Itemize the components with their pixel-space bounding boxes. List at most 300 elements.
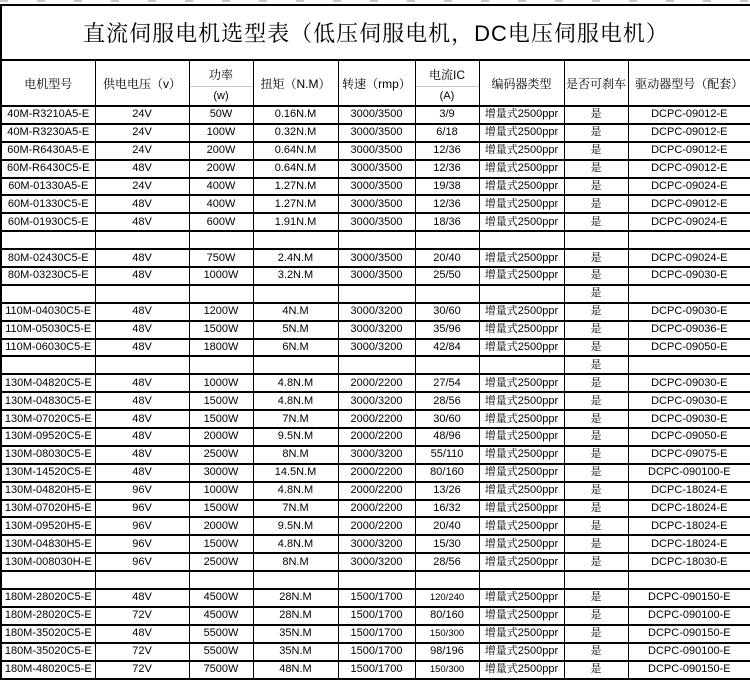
- column-header-unit: (A): [416, 86, 479, 103]
- cell-current: 6/18: [415, 124, 479, 142]
- cell-encoder: 增量式2500ppr: [479, 410, 564, 428]
- cell-brake: 是: [564, 428, 628, 446]
- cell-model: 130M-04820C5-E: [1, 374, 95, 392]
- cell-current: 80/160: [415, 607, 479, 625]
- cell-power: 7500W: [189, 661, 253, 679]
- cell-model: 130M-04830C5-E: [1, 392, 95, 410]
- cell-brake: 是: [564, 195, 628, 213]
- cell-voltage: 96V: [95, 517, 189, 535]
- cell-speed: 1500/1700: [338, 661, 415, 679]
- column-header-label: 电机型号: [24, 76, 73, 91]
- cell-driver: DCPC-09030-E: [628, 303, 750, 321]
- cell-voltage: 48V: [95, 321, 189, 339]
- cell-brake: 是: [564, 625, 628, 643]
- table-row: [1, 106, 750, 124]
- cell-current: 12/36: [415, 160, 479, 178]
- cell-torque: 28N.M: [253, 607, 338, 625]
- table-row: [1, 517, 750, 535]
- cell-encoder: 增量式2500ppr: [479, 249, 564, 267]
- cell-brake: 是: [564, 589, 628, 607]
- cell-power: 2500W: [189, 553, 253, 571]
- cell-power: [189, 571, 253, 589]
- header-row: [1, 60, 750, 106]
- cell-brake: 是: [564, 142, 628, 160]
- cell-driver: DCPC-18030-E: [628, 553, 750, 571]
- column-header-torque: [253, 60, 338, 106]
- cell-voltage: 96V: [95, 535, 189, 553]
- cell-voltage: 24V: [95, 106, 189, 124]
- cell-model: 180M-35020C5-E: [1, 643, 95, 661]
- cell-driver: [628, 285, 750, 303]
- cell-brake: 是: [564, 303, 628, 321]
- cell-current: 28/56: [415, 392, 479, 410]
- cell-brake: 是: [564, 446, 628, 464]
- cell-power: 5500W: [189, 643, 253, 661]
- cell-speed: 3000/3200: [338, 446, 415, 464]
- cell-model: 180M-28020C5-E: [1, 589, 95, 607]
- column-header-power: [189, 60, 253, 106]
- cell-brake: 是: [564, 339, 628, 357]
- cell-voltage: 96V: [95, 553, 189, 571]
- table-row: [1, 303, 750, 321]
- cell-speed: 3000/3500: [338, 213, 415, 231]
- cell-brake: 是: [564, 213, 628, 231]
- cell-torque: 0.64N.M: [253, 142, 338, 160]
- column-header-label: 驱动器型号（配套）: [635, 76, 744, 91]
- cell-speed: 3000/3500: [338, 124, 415, 142]
- cell-brake: 是: [564, 535, 628, 553]
- column-header-label: 转速（rmp）: [342, 76, 411, 91]
- cell-current: 35/96: [415, 321, 479, 339]
- cell-speed: [338, 285, 415, 303]
- cell-brake: 是: [564, 500, 628, 518]
- table-row: [1, 249, 750, 267]
- cell-torque: [253, 231, 338, 249]
- cell-driver: DCPC-09050-E: [628, 428, 750, 446]
- table-row: [1, 285, 750, 303]
- cell-current: 15/30: [415, 535, 479, 553]
- cell-model: 180M-35020C5-E: [1, 625, 95, 643]
- cell-encoder: 增量式2500ppr: [479, 267, 564, 285]
- column-header-label: 功率: [208, 67, 233, 82]
- cell-model: 130M-07020C5-E: [1, 410, 95, 428]
- cell-voltage: 48V: [95, 410, 189, 428]
- cell-power: 5500W: [189, 625, 253, 643]
- cell-power: 1500W: [189, 535, 253, 553]
- cell-current: 150/300: [415, 661, 479, 679]
- cell-power: 1000W: [189, 374, 253, 392]
- cell-speed: 2000/2200: [338, 410, 415, 428]
- cell-power: 1000W: [189, 267, 253, 285]
- cell-speed: [338, 356, 415, 374]
- cell-torque: 3.2N.M: [253, 267, 338, 285]
- cell-driver: DCPC-09030-E: [628, 392, 750, 410]
- cell-current: 20/40: [415, 517, 479, 535]
- cell-encoder: 增量式2500ppr: [479, 142, 564, 160]
- table-row: [1, 356, 750, 374]
- cell-power: 1500W: [189, 321, 253, 339]
- cell-current: 18/36: [415, 213, 479, 231]
- cell-current: 28/56: [415, 553, 479, 571]
- table-row: [1, 571, 750, 589]
- cell-voltage: 48V: [95, 160, 189, 178]
- cell-brake: 是: [564, 643, 628, 661]
- cell-torque: 0.32N.M: [253, 124, 338, 142]
- cell-torque: 5N.M: [253, 321, 338, 339]
- cell-voltage: 48V: [95, 195, 189, 213]
- cell-power: 1000W: [189, 482, 253, 500]
- table-row: [1, 410, 750, 428]
- cell-driver: [628, 231, 750, 249]
- screenshot-edge-artifact: [0, 0, 750, 2]
- cell-encoder: 增量式2500ppr: [479, 517, 564, 535]
- cell-torque: 2.4N.M: [253, 249, 338, 267]
- cell-speed: 3000/3500: [338, 160, 415, 178]
- cell-speed: [338, 571, 415, 589]
- cell-encoder: 增量式2500ppr: [479, 661, 564, 679]
- table-row: [1, 500, 750, 518]
- cell-model: 60M-01930C5-E: [1, 213, 95, 231]
- cell-current: 20/40: [415, 249, 479, 267]
- cell-current: [415, 285, 479, 303]
- column-header-brake: [564, 60, 628, 106]
- table-row: [1, 195, 750, 213]
- cell-encoder: [479, 356, 564, 374]
- cell-current: 3/9: [415, 106, 479, 124]
- cell-power: 750W: [189, 249, 253, 267]
- cell-current: 55/110: [415, 446, 479, 464]
- cell-power: [189, 231, 253, 249]
- cell-speed: 3000/3500: [338, 142, 415, 160]
- cell-driver: DCPC-090100-E: [628, 464, 750, 482]
- cell-torque: 6N.M: [253, 339, 338, 357]
- cell-driver: DCPC-090150-E: [628, 589, 750, 607]
- cell-encoder: [479, 285, 564, 303]
- cell-current: 13/26: [415, 482, 479, 500]
- cell-encoder: [479, 571, 564, 589]
- cell-brake: 是: [564, 267, 628, 285]
- cell-voltage: [95, 285, 189, 303]
- cell-brake: 是: [564, 410, 628, 428]
- cell-current: 80/160: [415, 464, 479, 482]
- page-title: 直流伺服电机选型表（低压伺服电机，DC电压伺服电机）: [1, 5, 750, 60]
- cell-torque: 35N.M: [253, 643, 338, 661]
- cell-speed: 3000/3200: [338, 392, 415, 410]
- table-row: [1, 446, 750, 464]
- cell-encoder: 增量式2500ppr: [479, 589, 564, 607]
- cell-torque: 48N.M: [253, 661, 338, 679]
- cell-encoder: 增量式2500ppr: [479, 482, 564, 500]
- cell-brake: 是: [564, 607, 628, 625]
- table-row: [1, 124, 750, 142]
- cell-brake: 是: [564, 160, 628, 178]
- table-row: [1, 160, 750, 178]
- cell-model: 130M-008030H-E: [1, 553, 95, 571]
- cell-power: 2000W: [189, 428, 253, 446]
- cell-driver: DCPC-09012-E: [628, 195, 750, 213]
- cell-power: 3000W: [189, 464, 253, 482]
- table-row: [1, 661, 750, 679]
- cell-torque: 9.5N.M: [253, 517, 338, 535]
- column-header-label: 编码器类型: [491, 76, 552, 91]
- column-header-speed: [338, 60, 415, 106]
- table-row: [1, 535, 750, 553]
- cell-driver: DCPC-09030-E: [628, 267, 750, 285]
- cell-current: 12/36: [415, 142, 479, 160]
- table-row: [1, 339, 750, 357]
- cell-power: 2500W: [189, 446, 253, 464]
- cell-model: 80M-02430C5-E: [1, 249, 95, 267]
- cell-power: 1200W: [189, 303, 253, 321]
- cell-current: 150/300: [415, 625, 479, 643]
- column-header-label: 是否可刹车: [565, 76, 626, 91]
- cell-speed: 3000/3200: [338, 321, 415, 339]
- cell-encoder: 增量式2500ppr: [479, 124, 564, 142]
- table-row: [1, 213, 750, 231]
- cell-speed: 2000/2200: [338, 428, 415, 446]
- cell-speed: [338, 231, 415, 249]
- cell-voltage: 24V: [95, 178, 189, 196]
- cell-voltage: 48V: [95, 303, 189, 321]
- cell-power: 100W: [189, 124, 253, 142]
- cell-speed: 2000/2200: [338, 517, 415, 535]
- cell-current: 98/196: [415, 643, 479, 661]
- cell-current: [415, 356, 479, 374]
- column-header-driver: [628, 60, 750, 106]
- cell-speed: 3000/3500: [338, 267, 415, 285]
- cell-torque: 8N.M: [253, 446, 338, 464]
- cell-driver: [628, 571, 750, 589]
- cell-driver: [628, 356, 750, 374]
- cell-speed: 3000/3500: [338, 178, 415, 196]
- cell-torque: 9.5N.M: [253, 428, 338, 446]
- cell-encoder: 增量式2500ppr: [479, 446, 564, 464]
- column-header-label: 扭矩（N.M）: [260, 76, 331, 91]
- cell-encoder: 增量式2500ppr: [479, 428, 564, 446]
- cell-torque: [253, 285, 338, 303]
- cell-driver: DCPC-09024-E: [628, 213, 750, 231]
- cell-torque: 0.64N.M: [253, 160, 338, 178]
- cell-power: 1500W: [189, 410, 253, 428]
- cell-speed: 1500/1700: [338, 607, 415, 625]
- cell-driver: DCPC-090100-E: [628, 607, 750, 625]
- column-header-voltage: [95, 60, 189, 106]
- cell-brake: 是: [564, 661, 628, 679]
- cell-voltage: 48V: [95, 249, 189, 267]
- cell-torque: 28N.M: [253, 589, 338, 607]
- table-body: [1, 106, 750, 679]
- cell-model: 110M-04030C5-E: [1, 303, 95, 321]
- cell-model: 60M-R6430A5-E: [1, 142, 95, 160]
- cell-power: 4500W: [189, 607, 253, 625]
- cell-encoder: 增量式2500ppr: [479, 339, 564, 357]
- cell-current: 30/60: [415, 303, 479, 321]
- cell-brake: 是: [564, 392, 628, 410]
- cell-voltage: 72V: [95, 661, 189, 679]
- table-row: [1, 374, 750, 392]
- cell-model: 130M-09520H5-E: [1, 517, 95, 535]
- cell-brake: 是: [564, 374, 628, 392]
- table-row: [1, 482, 750, 500]
- cell-power: 200W: [189, 160, 253, 178]
- cell-current: 16/32: [415, 500, 479, 518]
- cell-voltage: 24V: [95, 124, 189, 142]
- cell-torque: 1.91N.M: [253, 213, 338, 231]
- cell-torque: 14.5N.M: [253, 464, 338, 482]
- column-header-model: [1, 60, 95, 106]
- cell-encoder: 增量式2500ppr: [479, 392, 564, 410]
- column-header-encoder: [479, 60, 564, 106]
- cell-current: 12/36: [415, 195, 479, 213]
- cell-speed: 3000/3200: [338, 553, 415, 571]
- cell-current: 120/240: [415, 589, 479, 607]
- cell-model: 180M-48020C5-E: [1, 661, 95, 679]
- cell-brake: 是: [564, 124, 628, 142]
- cell-speed: 3000/3500: [338, 106, 415, 124]
- cell-power: 50W: [189, 106, 253, 124]
- table-row: [1, 178, 750, 196]
- table-row: [1, 607, 750, 625]
- cell-power: [189, 285, 253, 303]
- cell-driver: DCPC-09012-E: [628, 160, 750, 178]
- cell-encoder: 增量式2500ppr: [479, 321, 564, 339]
- cell-speed: 3000/3200: [338, 303, 415, 321]
- cell-driver: DCPC-090150-E: [628, 661, 750, 679]
- cell-voltage: 48V: [95, 464, 189, 482]
- cell-voltage: 72V: [95, 607, 189, 625]
- table-row: [1, 392, 750, 410]
- cell-speed: 3000/3200: [338, 339, 415, 357]
- cell-power: 400W: [189, 178, 253, 196]
- cell-encoder: 增量式2500ppr: [479, 195, 564, 213]
- cell-brake: 是: [564, 106, 628, 124]
- cell-speed: 2000/2200: [338, 482, 415, 500]
- cell-driver: DCPC-09024-E: [628, 178, 750, 196]
- cell-encoder: 增量式2500ppr: [479, 643, 564, 661]
- cell-model: [1, 571, 95, 589]
- cell-driver: DCPC-09012-E: [628, 124, 750, 142]
- cell-power: 400W: [189, 195, 253, 213]
- cell-brake: [564, 231, 628, 249]
- cell-encoder: 增量式2500ppr: [479, 213, 564, 231]
- cell-driver: DCPC-09036-E: [628, 321, 750, 339]
- cell-torque: 4N.M: [253, 303, 338, 321]
- cell-driver: DCPC-18024-E: [628, 482, 750, 500]
- cell-driver: DCPC-09050-E: [628, 339, 750, 357]
- cell-encoder: 增量式2500ppr: [479, 374, 564, 392]
- column-header-current: [415, 60, 479, 106]
- cell-model: 130M-14520C5-E: [1, 464, 95, 482]
- cell-voltage: 96V: [95, 500, 189, 518]
- cell-model: 60M-R6430C5-E: [1, 160, 95, 178]
- cell-speed: 2000/2200: [338, 374, 415, 392]
- cell-current: 42/84: [415, 339, 479, 357]
- cell-power: 4500W: [189, 589, 253, 607]
- title-row: [1, 5, 750, 60]
- cell-voltage: 48V: [95, 392, 189, 410]
- cell-model: 60M-01330C5-E: [1, 195, 95, 213]
- cell-speed: 3000/3200: [338, 535, 415, 553]
- cell-torque: 0.16N.M: [253, 106, 338, 124]
- cell-voltage: 48V: [95, 267, 189, 285]
- cell-voltage: 48V: [95, 428, 189, 446]
- cell-brake: 是: [564, 553, 628, 571]
- cell-speed: 3000/3500: [338, 195, 415, 213]
- cell-brake: 是: [564, 517, 628, 535]
- cell-model: 110M-05030C5-E: [1, 321, 95, 339]
- column-header-unit: (w): [190, 86, 253, 103]
- cell-brake: 是: [564, 321, 628, 339]
- motor-selection-table: [0, 4, 750, 680]
- table-row: [1, 231, 750, 249]
- cell-model: 60M-01330A5-E: [1, 178, 95, 196]
- cell-speed: 3000/3500: [338, 249, 415, 267]
- cell-torque: 35N.M: [253, 625, 338, 643]
- cell-model: 130M-04820H5-E: [1, 482, 95, 500]
- table-row: [1, 267, 750, 285]
- cell-driver: DCPC-18024-E: [628, 517, 750, 535]
- cell-model: 40M-R3210A5-E: [1, 106, 95, 124]
- cell-speed: 1500/1700: [338, 643, 415, 661]
- cell-driver: DCPC-09030-E: [628, 410, 750, 428]
- cell-current: 27/54: [415, 374, 479, 392]
- cell-power: 1500W: [189, 392, 253, 410]
- table-row: [1, 142, 750, 160]
- cell-brake: 是: [564, 178, 628, 196]
- cell-voltage: 48V: [95, 589, 189, 607]
- cell-encoder: 增量式2500ppr: [479, 178, 564, 196]
- cell-torque: 7N.M: [253, 410, 338, 428]
- cell-torque: [253, 571, 338, 589]
- cell-encoder: 增量式2500ppr: [479, 303, 564, 321]
- cell-model: [1, 231, 95, 249]
- table-row: [1, 428, 750, 446]
- cell-driver: DCPC-18024-E: [628, 535, 750, 553]
- cell-torque: [253, 356, 338, 374]
- cell-speed: 2000/2200: [338, 464, 415, 482]
- table-row: [1, 321, 750, 339]
- cell-voltage: 48V: [95, 339, 189, 357]
- cell-power: 200W: [189, 142, 253, 160]
- cell-torque: 4.8N.M: [253, 392, 338, 410]
- cell-speed: 1500/1700: [338, 589, 415, 607]
- cell-current: [415, 231, 479, 249]
- cell-brake: 是: [564, 249, 628, 267]
- cell-voltage: [95, 231, 189, 249]
- cell-voltage: 96V: [95, 482, 189, 500]
- cell-driver: DCPC-090100-E: [628, 643, 750, 661]
- cell-power: [189, 356, 253, 374]
- cell-model: [1, 285, 95, 303]
- cell-voltage: 48V: [95, 374, 189, 392]
- table-row: [1, 464, 750, 482]
- cell-model: 130M-09520C5-E: [1, 428, 95, 446]
- cell-encoder: 增量式2500ppr: [479, 607, 564, 625]
- cell-brake: 是: [564, 285, 628, 303]
- table-row: [1, 625, 750, 643]
- cell-torque: 4.8N.M: [253, 374, 338, 392]
- cell-encoder: 增量式2500ppr: [479, 553, 564, 571]
- cell-model: 110M-06030C5-E: [1, 339, 95, 357]
- cell-voltage: [95, 571, 189, 589]
- cell-torque: 7N.M: [253, 500, 338, 518]
- cell-current: 25/50: [415, 267, 479, 285]
- cell-speed: 2000/2200: [338, 500, 415, 518]
- cell-model: 130M-04830H5-E: [1, 535, 95, 553]
- cell-torque: 4.8N.M: [253, 482, 338, 500]
- cell-encoder: 增量式2500ppr: [479, 160, 564, 178]
- cell-model: [1, 356, 95, 374]
